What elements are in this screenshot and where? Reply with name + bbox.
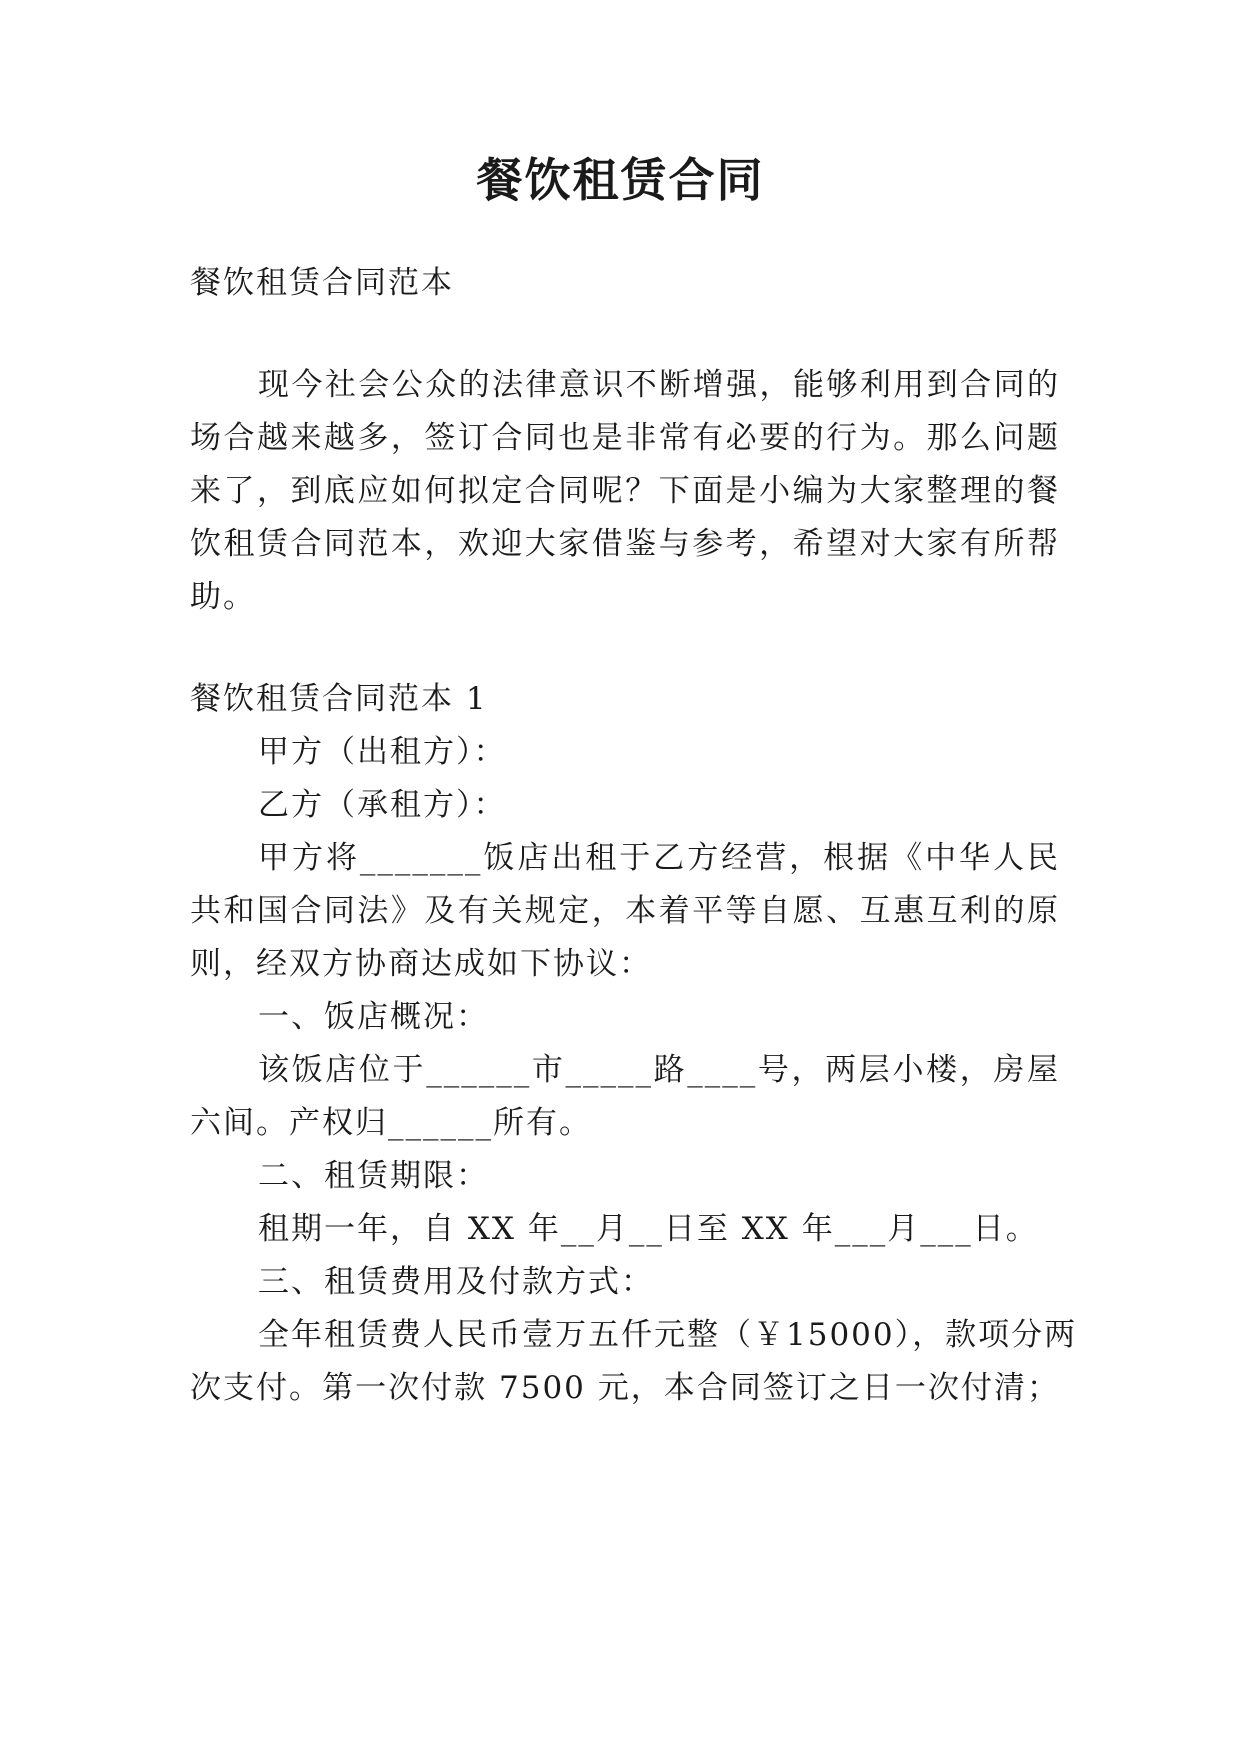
contract-paragraph-line: 共和国合同法》及有关规定，本着平等自愿、互惠互利的原 — [190, 893, 1060, 929]
contract-paragraph-line: 则，经双方协商达成如下协议： — [190, 946, 652, 982]
clause-text-line: 六间。产权归______所有。 — [190, 1105, 592, 1141]
clause-heading: 二、租赁期限： — [258, 1158, 489, 1194]
intro-paragraph-line: 现今社会公众的法律意识不断增强，能够利用到合同的 — [258, 367, 1060, 403]
section-heading: 餐饮租赁合同范本 1 — [190, 681, 488, 717]
party-b-line: 乙方（承租方）： — [258, 787, 507, 823]
clause-text-line: 该饭店位于______市_____路____号，两层小楼，房屋 — [258, 1052, 1060, 1088]
contract-paragraph-line: 甲方将_______饭店出租于乙方经营，根据《中华人民 — [258, 840, 1060, 876]
subtitle-line: 餐饮租赁合同范本 — [190, 265, 454, 301]
clause-heading: 三、租赁费用及付款方式： — [258, 1264, 654, 1300]
clause-text-line: 租期一年，自 XX 年__月__日至 XX 年___月___日。 — [258, 1211, 1039, 1247]
clause-text-line: 次支付。第一次付款 7500 元，本合同签订之日一次付清； — [190, 1370, 1060, 1406]
intro-paragraph-line: 饮租赁合同范本，欢迎大家借鉴与参考，希望对大家有所帮 — [190, 526, 1060, 562]
intro-paragraph-line: 来了，到底应如何拟定合同呢？下面是小编为大家整理的餐 — [190, 473, 1060, 509]
clause-text-line: 全年租赁费人民币壹万五仟元整（￥15000），款项分两 — [258, 1317, 1078, 1353]
clause-heading: 一、饭店概况： — [258, 999, 489, 1035]
party-a-line: 甲方（出租方）： — [258, 734, 507, 770]
document-title: 餐饮租赁合同 — [476, 153, 765, 207]
intro-paragraph-line: 助。 — [190, 579, 256, 615]
intro-paragraph-line: 场合越来越多，签订合同也是非常有必要的行为。那么问题 — [190, 420, 1060, 456]
